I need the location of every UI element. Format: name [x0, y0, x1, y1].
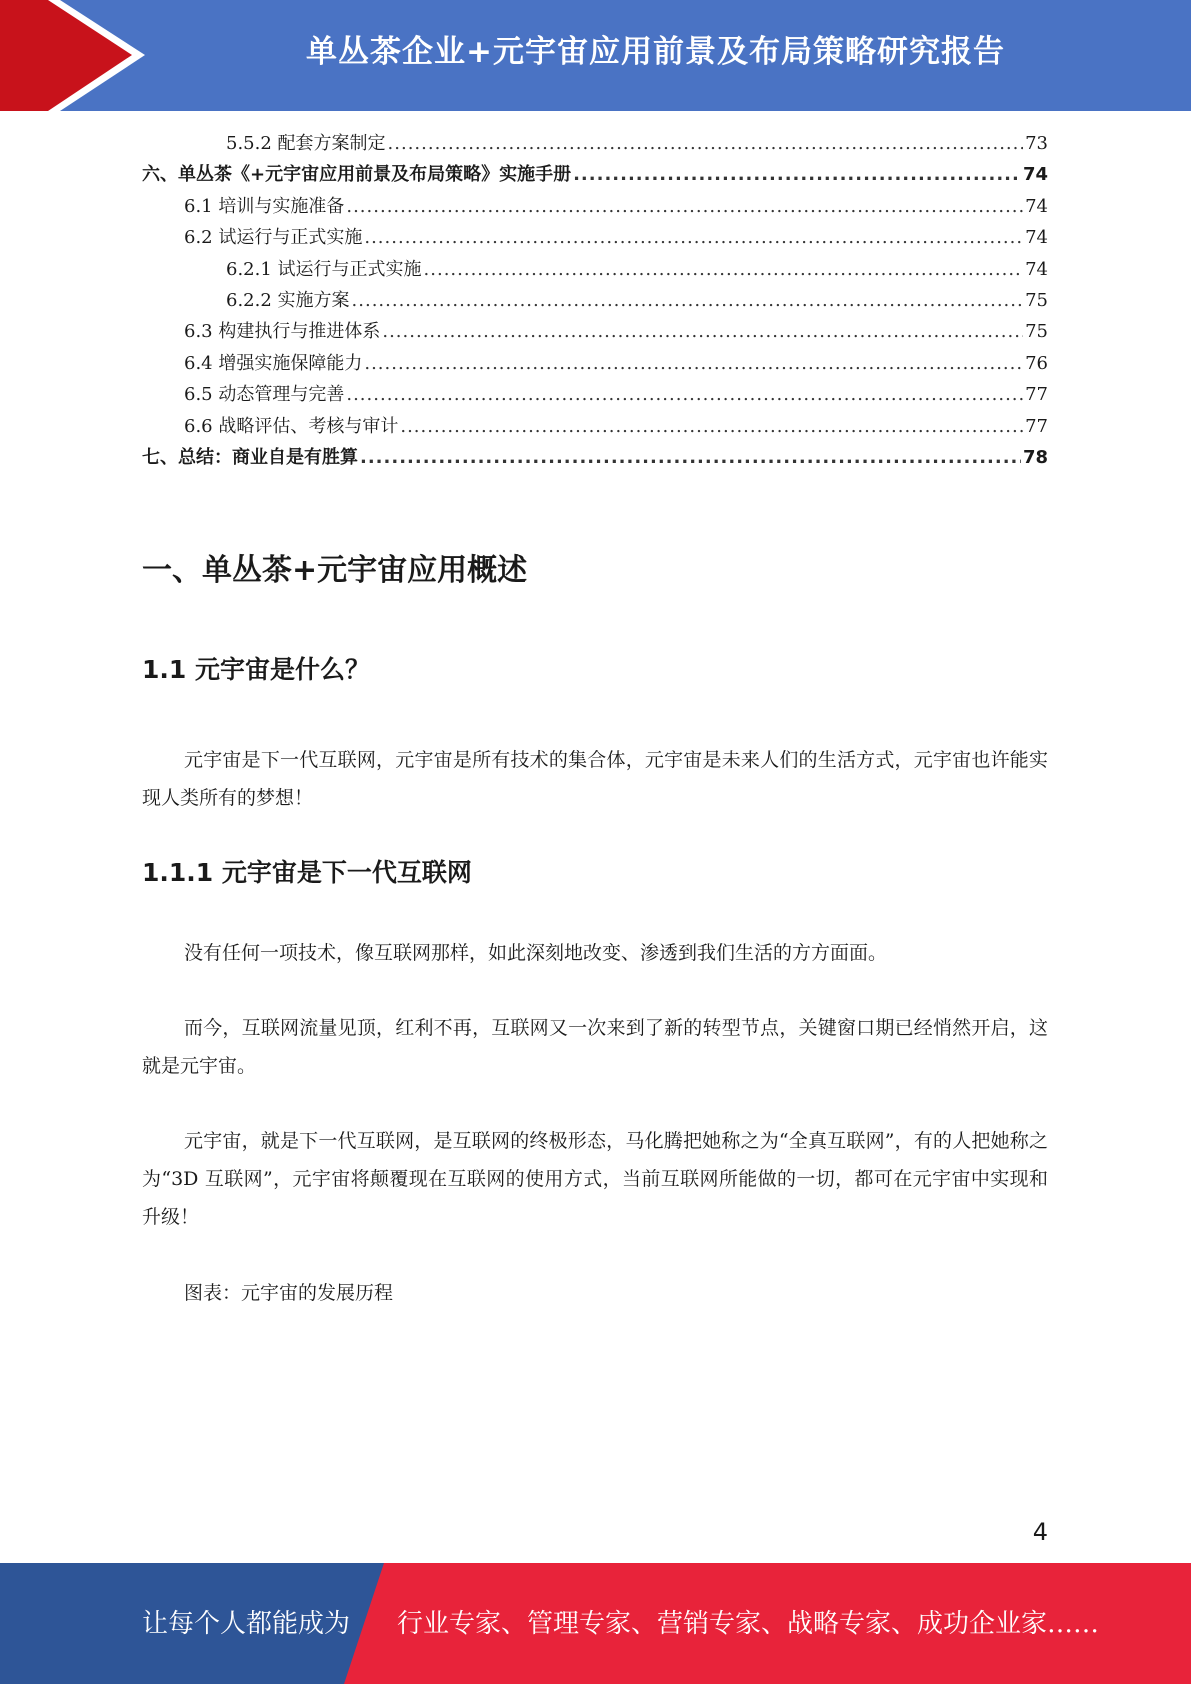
toc-entry-page: 77 [1025, 415, 1048, 437]
toc-entry-label: 6.3 构建执行与推进体系 [184, 321, 381, 343]
header-title: 单丛茶企业+元宇宙应用前景及布局策略研究报告 [306, 34, 1005, 70]
toc-dot-leader [352, 285, 1024, 316]
toc-entry-label: 6.6 战略评估、考核与审计 [184, 415, 399, 437]
toc-entry-label: 6.4 增强实施保障能力 [184, 352, 363, 374]
header-arrow-decoration [0, 0, 160, 111]
toc-entry-page: 74 [1025, 195, 1048, 217]
table-of-contents [142, 128, 1048, 473]
subsection-heading: 1.1.1 元宇宙是下一代互联网 [142, 858, 472, 887]
toc-entry-label: 六、单丛茶《+元宇宙应用前景及布局策略》实施手册 [142, 164, 572, 186]
toc-dot-leader [360, 442, 1021, 473]
toc-entry[interactable] [142, 379, 1048, 410]
page-header [0, 0, 1191, 111]
toc-entry[interactable] [142, 316, 1048, 347]
toc-dot-leader [346, 191, 1023, 222]
page-number: 4 [1032, 1518, 1048, 1546]
toc-entry[interactable] [142, 285, 1048, 316]
figure-caption: 图表：元宇宙的发展历程 [184, 1282, 394, 1304]
toc-dot-leader [364, 222, 1023, 253]
footer-slogan-right: 行业专家、管理专家、营销专家、战略专家、成功企业家…… [397, 1609, 1100, 1639]
paragraph-3: 而今，互联网流量见顶，红利不再，互联网又一次来到了新的转型节点，关键窗口期已经悄然开启，这就是元宇宙。 [142, 1017, 1048, 1077]
toc-entry[interactable] [142, 191, 1048, 222]
toc-dot-leader [346, 379, 1023, 410]
toc-entry-page: 74 [1022, 164, 1048, 186]
toc-dot-leader [424, 254, 1024, 285]
section-heading: 1.1 元宇宙是什么？ [142, 655, 370, 684]
toc-dot-leader [388, 128, 1024, 159]
toc-entry[interactable] [142, 411, 1048, 442]
toc-entry[interactable] [142, 348, 1048, 379]
toc-entry-label: 6.5 动态管理与完善 [184, 384, 345, 406]
toc-entry-page: 74 [1025, 227, 1048, 249]
toc-dot-leader [573, 159, 1021, 190]
toc-entry-page: 75 [1025, 321, 1048, 343]
chapter-heading: 一、单丛茶+元宇宙应用概述 [142, 553, 528, 588]
toc-entry[interactable] [142, 222, 1048, 253]
toc-entry-label: 6.1 培训与实施准备 [184, 195, 345, 217]
toc-entry[interactable] [142, 128, 1048, 159]
toc-entry-page: 78 [1022, 446, 1048, 468]
toc-dot-leader [364, 348, 1023, 379]
paragraph-2: 没有任何一项技术，像互联网那样，如此深刻地改变、渗透到我们生活的方方面面。 [184, 942, 888, 964]
toc-entry-label: 6.2 试运行与正式实施 [184, 227, 363, 249]
toc-entry-page: 75 [1025, 289, 1048, 311]
toc-entry-page: 77 [1025, 384, 1048, 406]
toc-entry-label: 5.5.2 配套方案制定 [226, 133, 386, 154]
paragraph-1: 元宇宙是下一代互联网，元宇宙是所有技术的集合体，元宇宙是未来人们的生活方式，元宇宙也许能实现人类所有的梦想！ [142, 749, 1048, 809]
toc-entry-label: 6.2.2 实施方案 [226, 289, 350, 311]
page-footer [0, 1563, 1191, 1684]
toc-dot-leader [382, 316, 1023, 347]
toc-entry-label: 6.2.1 试运行与正式实施 [226, 258, 422, 280]
toc-entry-page: 73 [1025, 133, 1048, 154]
paragraph-4: 元宇宙，就是下一代互联网，是互联网的终极形态，马化腾把她称之为“全真互联网”，有的人把她称之为“3D 互联网”，元宇宙将颠覆现在互联网的使用方式，当前互联网所能做的一切，都可在元宇宙中实现和升级！ [142, 1130, 1048, 1228]
toc-entry[interactable] [142, 254, 1048, 285]
footer-slogan-left: 让每个人都能成为 [142, 1609, 351, 1639]
toc-entry-page: 74 [1025, 258, 1048, 280]
toc-entry-label: 七、总结：商业自是有胜算 [142, 446, 358, 468]
toc-entry[interactable] [142, 159, 1048, 190]
toc-entry-page: 76 [1025, 352, 1048, 374]
toc-dot-leader [400, 411, 1023, 442]
toc-entry[interactable] [142, 442, 1048, 473]
